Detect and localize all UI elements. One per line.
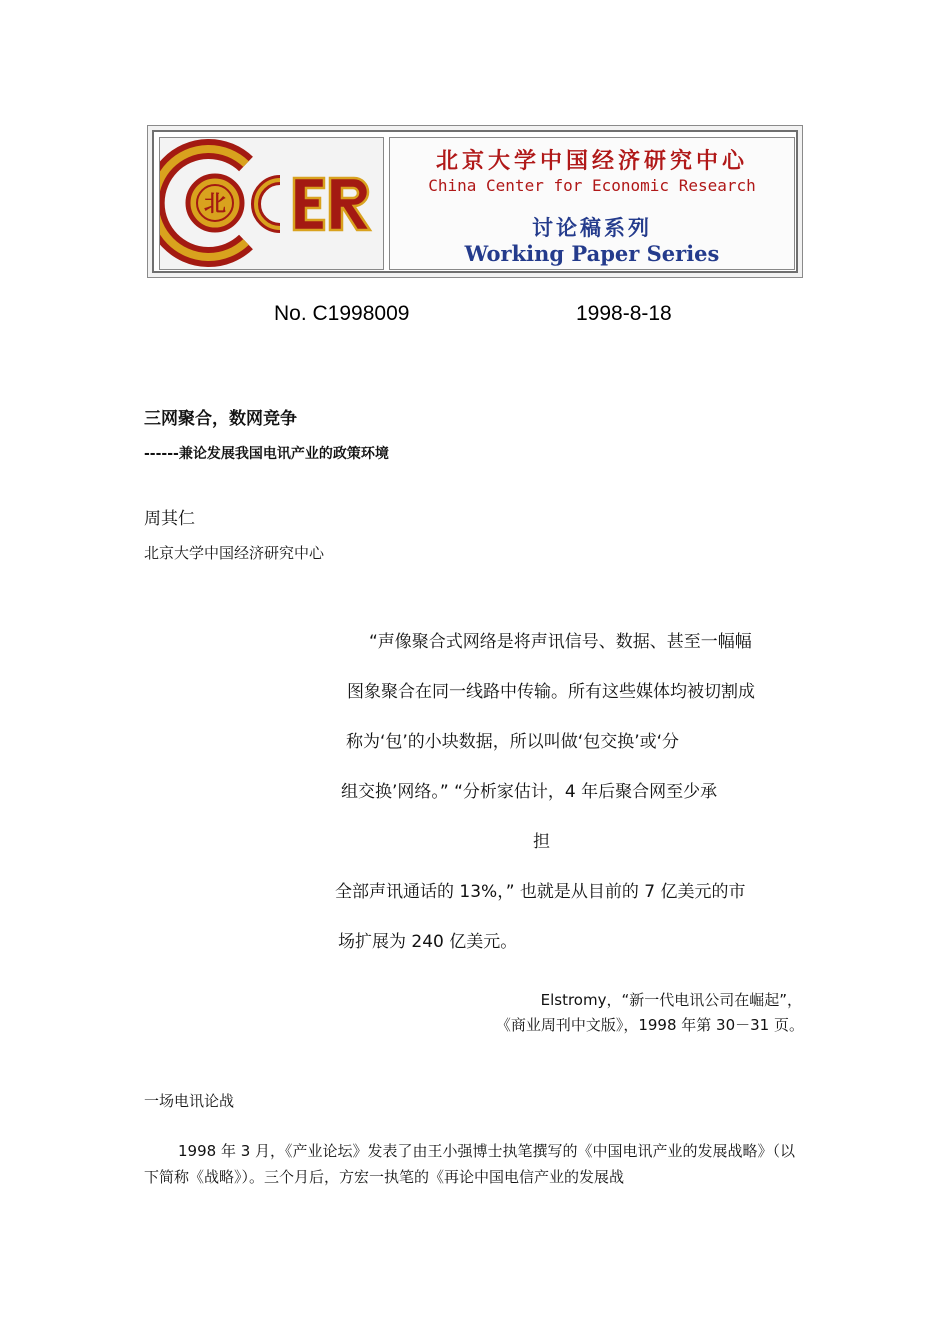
series-name-en: Working Paper Series [464, 241, 720, 266]
paper-number: No. C1998009 [274, 302, 410, 325]
svg-text:北: 北 [203, 191, 227, 217]
article-title: 三网聚合，数网竞争 [144, 409, 297, 429]
epigraph-line: 场扩展为 240 亿美元。 [338, 932, 518, 952]
series-title-box [389, 137, 795, 270]
author-name: 周其仁 [144, 509, 195, 529]
header-banner [147, 125, 803, 278]
article-subtitle: ------兼论发展我国电讯产业的政策环境 [144, 446, 389, 462]
paper-date: 1998-8-18 [576, 302, 672, 325]
institution-name-en: China Center for Economic Research [428, 176, 756, 195]
section-heading: 一场电讯论战 [144, 1092, 235, 1110]
series-name-cn: 讨论稿系列 [532, 215, 652, 240]
epigraph-line: 组交换’网络。” “分析家估计，4 年后聚合网至少承 [341, 782, 718, 802]
epigraph-line: “声像聚合式网络是将声讯信号、数据、甚至一幅幅 [369, 632, 752, 652]
banner-frame [152, 130, 798, 273]
epigraph-citation-line: Elstromy，“新一代电讯公司在崛起”， [540, 991, 802, 1009]
author-affiliation: 北京大学中国经济研究中心 [144, 544, 325, 562]
ccer-logo-graphic [160, 138, 383, 269]
body-paragraph: 1998 年 3 月，《产业论坛》发表了由王小强博士执笔撰写的《中国电讯产业的发展战略》（以下简称《战略》）。三个月后，方宏一执笔的《再论中国电信产业的发展战 [144, 1142, 796, 1186]
epigraph-line: 图象聚合在同一线路中传输。所有这些媒体均被切割成 [347, 682, 755, 702]
epigraph-line: 担 [533, 832, 550, 852]
epigraph-line: 称为‘包’的小块数据，所以叫做‘包交换’或‘分 [346, 732, 680, 752]
ccer-logo [159, 137, 384, 270]
epigraph-line: 全部声讯通话的 13%，” 也就是从目前的 7 亿美元的市 [335, 882, 746, 902]
epigraph-citation-line: 《商业周刊中文版》，1998 年第 30－31 页。 [495, 1016, 804, 1034]
institution-name-cn: 北京大学中国经济研究中心 [435, 148, 748, 174]
